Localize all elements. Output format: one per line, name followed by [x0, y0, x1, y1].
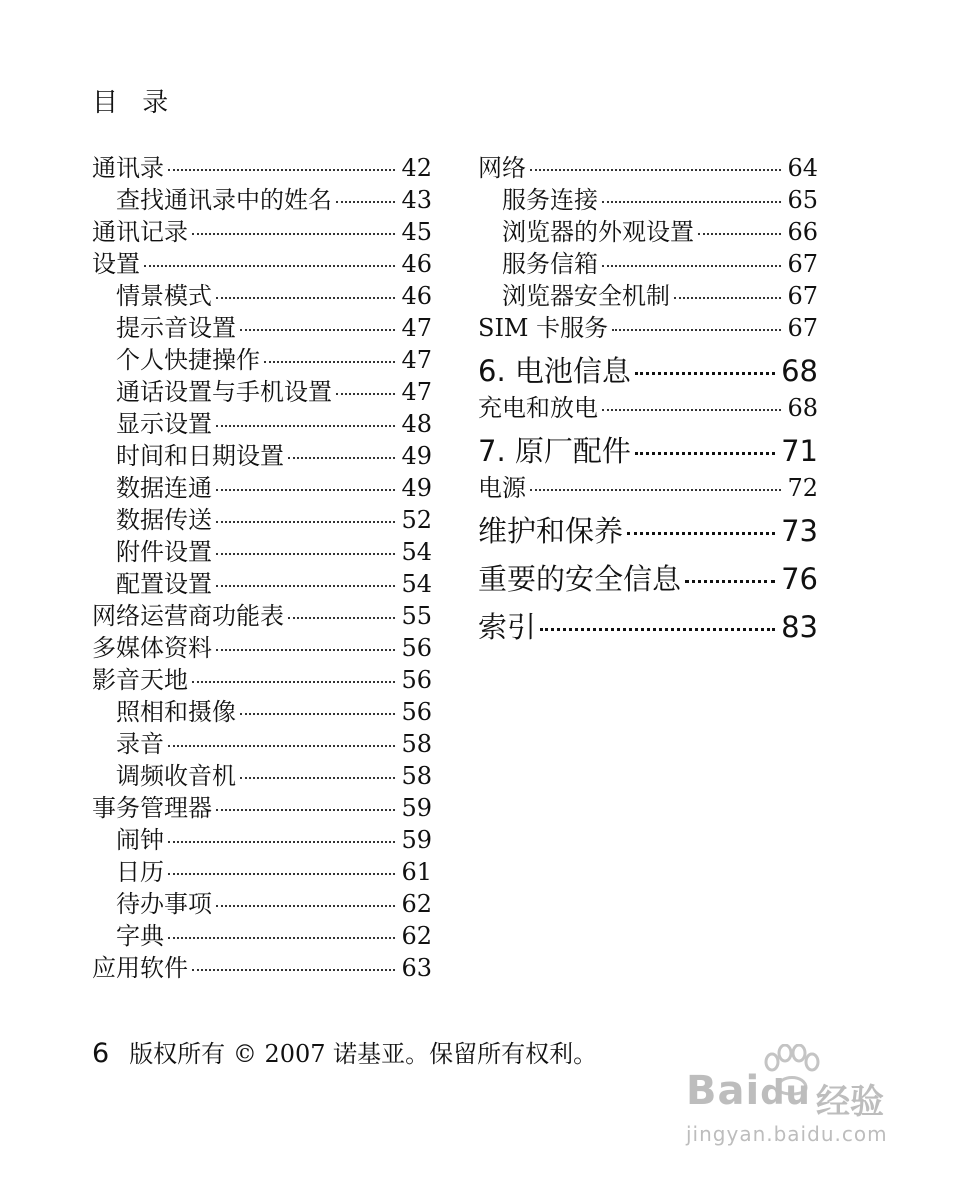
toc-entry [92, 376, 432, 408]
toc-entry-page: 42 [401, 154, 432, 182]
toc-entry [92, 568, 432, 600]
toc-entry-label: 通讯记录 [92, 218, 188, 246]
toc-entry [92, 344, 432, 376]
toc-entry [92, 824, 432, 856]
toc-entry-label: 电源 [478, 474, 526, 502]
toc-entry-page: 59 [401, 826, 432, 854]
dot-leader [602, 409, 781, 411]
dot-leader [685, 580, 775, 583]
toc-entry-label: 设置 [92, 250, 140, 278]
toc-entry [92, 888, 432, 920]
toc-entry-label: 调频收音机 [116, 762, 236, 790]
toc-entry-label: 附件设置 [116, 538, 212, 566]
toc-entry [478, 280, 818, 312]
toc-entry [92, 792, 432, 824]
dot-leader [168, 841, 395, 843]
toc-entry-page: 73 [781, 514, 818, 548]
dot-leader [192, 681, 395, 683]
dot-leader [168, 937, 395, 939]
dot-leader [240, 777, 395, 779]
dot-leader [192, 233, 395, 235]
toc-entry-page: 61 [401, 858, 432, 886]
toc-entry-page: 67 [787, 314, 818, 342]
toc-entry [92, 856, 432, 888]
toc-entry [92, 696, 432, 728]
toc-entry-label: 数据连通 [116, 474, 212, 502]
page-number: 6 [92, 1038, 110, 1069]
dot-leader [216, 585, 395, 587]
toc-entry-page: 56 [401, 698, 432, 726]
toc-right-column [478, 152, 818, 648]
toc-entry-label: 应用软件 [92, 954, 188, 982]
toc-entry-page: 68 [781, 354, 818, 388]
dot-leader [288, 457, 395, 459]
toc-entry-page: 47 [401, 314, 432, 342]
dot-leader [540, 628, 775, 631]
toc-left-column [92, 152, 432, 984]
toc-entry-page: 52 [401, 506, 432, 534]
toc-entry [92, 952, 432, 984]
toc-entry [92, 280, 432, 312]
dot-leader [530, 489, 781, 491]
toc-entry-label: 查找通讯录中的姓名 [116, 186, 332, 214]
toc-entry-label: 闹钟 [116, 826, 164, 854]
toc-entry-label: 多媒体资料 [92, 634, 212, 662]
toc-entry-page: 64 [787, 154, 818, 182]
toc-entry [478, 152, 818, 184]
toc-entry [92, 440, 432, 472]
dot-leader [336, 393, 395, 395]
dot-leader [240, 713, 395, 715]
dot-leader [144, 265, 395, 267]
toc-entry-page: 49 [401, 442, 432, 470]
toc-entry-label: 事务管理器 [92, 794, 212, 822]
toc-entry-label: 网络 [478, 154, 526, 182]
toc-entry-label: 7. 原厂配件 [478, 434, 631, 468]
dot-leader [612, 329, 781, 331]
toc-entry [92, 632, 432, 664]
page-footer [92, 1034, 597, 1069]
toc-entry-label: 6. 电池信息 [478, 354, 631, 388]
dot-leader [168, 873, 395, 875]
dot-leader [216, 297, 395, 299]
dot-leader [336, 201, 395, 203]
toc-entry-page: 67 [787, 282, 818, 310]
toc-entry-label: 配置设置 [116, 570, 212, 598]
toc-entry [478, 248, 818, 280]
dot-leader [635, 452, 775, 455]
toc-entry-label: 提示音设置 [116, 314, 236, 342]
toc-entry [92, 152, 432, 184]
watermark-brand: Baidu [686, 1068, 811, 1114]
dot-leader [602, 265, 781, 267]
toc-entry-page: 46 [401, 250, 432, 278]
toc-entry [478, 510, 818, 552]
toc-entry [478, 430, 818, 472]
toc-entry-page: 62 [401, 922, 432, 950]
toc-entry [92, 472, 432, 504]
toc-entry-label: 影音天地 [92, 666, 188, 694]
toc-entry [478, 606, 818, 648]
dot-leader [216, 489, 395, 491]
toc-entry-label: 浏览器安全机制 [502, 282, 670, 310]
toc-entry [92, 664, 432, 696]
toc-entry-page: 56 [401, 634, 432, 662]
dot-leader [698, 233, 781, 235]
toc-entry-page: 56 [401, 666, 432, 694]
toc-entry-page: 54 [401, 538, 432, 566]
toc-entry-page: 59 [401, 794, 432, 822]
toc-entry-page: 71 [781, 434, 818, 468]
dot-leader [264, 361, 395, 363]
toc-entry-label: 浏览器的外观设置 [502, 218, 694, 246]
toc-entry [92, 728, 432, 760]
watermark-url: jingyan.baidu.com [686, 1122, 888, 1146]
toc-entry [478, 472, 818, 504]
dot-leader [288, 617, 395, 619]
toc-entry-page: 68 [787, 394, 818, 422]
toc-entry-page: 47 [401, 346, 432, 374]
toc-entry [92, 760, 432, 792]
dot-leader [240, 329, 395, 331]
toc-entry-label: 网络运营商功能表 [92, 602, 284, 630]
toc-entry-page: 46 [401, 282, 432, 310]
toc-entry-label: 录音 [116, 730, 164, 758]
toc-entry [92, 920, 432, 952]
toc-entry-page: 72 [787, 474, 818, 502]
toc-entry-page: 43 [401, 186, 432, 214]
toc-entry-page: 55 [401, 602, 432, 630]
dot-leader [216, 809, 395, 811]
baidu-watermark [686, 1044, 916, 1154]
toc-entry-page: 58 [401, 762, 432, 790]
toc-entry-page: 49 [401, 474, 432, 502]
toc-entry-page: 67 [787, 250, 818, 278]
toc-entry-label: 通讯录 [92, 154, 164, 182]
toc-entry-label: SIM 卡服务 [478, 314, 609, 342]
dot-leader [192, 969, 395, 971]
toc-entry-label: 日历 [116, 858, 164, 886]
toc-entry [478, 184, 818, 216]
dot-leader [216, 905, 395, 907]
toc-entry [478, 216, 818, 248]
toc-entry-page: 48 [401, 410, 432, 438]
toc-entry-label: 维护和保养 [478, 514, 624, 548]
toc-entry-page: 54 [401, 570, 432, 598]
dot-leader [602, 201, 781, 203]
toc-entry-page: 83 [781, 610, 818, 644]
dot-leader [216, 649, 395, 651]
toc-entry-page: 66 [787, 218, 818, 246]
toc-entry [478, 392, 818, 424]
toc-entry-page: 58 [401, 730, 432, 758]
toc-entry-label: 服务信箱 [502, 250, 598, 278]
watermark-brand-cn: 经验 [816, 1082, 884, 1122]
toc-entry-label: 时间和日期设置 [116, 442, 284, 470]
toc-entry [478, 350, 818, 392]
dot-leader [627, 532, 775, 535]
dot-leader [168, 745, 395, 747]
dot-leader [216, 425, 395, 427]
toc-entry-page: 63 [401, 954, 432, 982]
toc-entry [92, 408, 432, 440]
toc-entry-label: 索引 [478, 610, 537, 644]
toc-entry-page: 62 [401, 890, 432, 918]
dot-leader [635, 372, 775, 375]
toc-entry-label: 显示设置 [116, 410, 212, 438]
toc-entry-label: 数据传送 [116, 506, 212, 534]
toc-entry-label: 重要的安全信息 [478, 562, 682, 596]
toc-entry [92, 312, 432, 344]
toc-entry [478, 312, 818, 344]
toc-entry [92, 184, 432, 216]
dot-leader [674, 297, 781, 299]
toc-entry [92, 248, 432, 280]
toc-entry-label: 服务连接 [502, 186, 598, 214]
dot-leader [216, 521, 395, 523]
toc-entry [92, 504, 432, 536]
toc-entry-page: 76 [781, 562, 818, 596]
toc-entry [478, 558, 818, 600]
toc-entry [92, 216, 432, 248]
toc-entry-page: 65 [787, 186, 818, 214]
dot-leader [168, 169, 395, 171]
toc-entry-label: 字典 [116, 922, 164, 950]
toc-entry-label: 通话设置与手机设置 [116, 378, 332, 406]
toc-entry-label: 个人快捷操作 [116, 346, 260, 374]
toc-entry-label: 充电和放电 [478, 394, 598, 422]
toc-entry-label: 待办事项 [116, 890, 212, 918]
toc-entry [92, 536, 432, 568]
copyright-text: 版权所有 © 2007 诺基亚。保留所有权利。 [129, 1040, 598, 1068]
toc-entry [92, 600, 432, 632]
toc-entry-label: 情景模式 [116, 282, 212, 310]
dot-leader [216, 553, 395, 555]
page-title: 目 录 [92, 88, 177, 118]
dot-leader [530, 169, 781, 171]
toc-entry-page: 47 [401, 378, 432, 406]
toc-entry-page: 45 [401, 218, 432, 246]
toc-entry-label: 照相和摄像 [116, 698, 236, 726]
